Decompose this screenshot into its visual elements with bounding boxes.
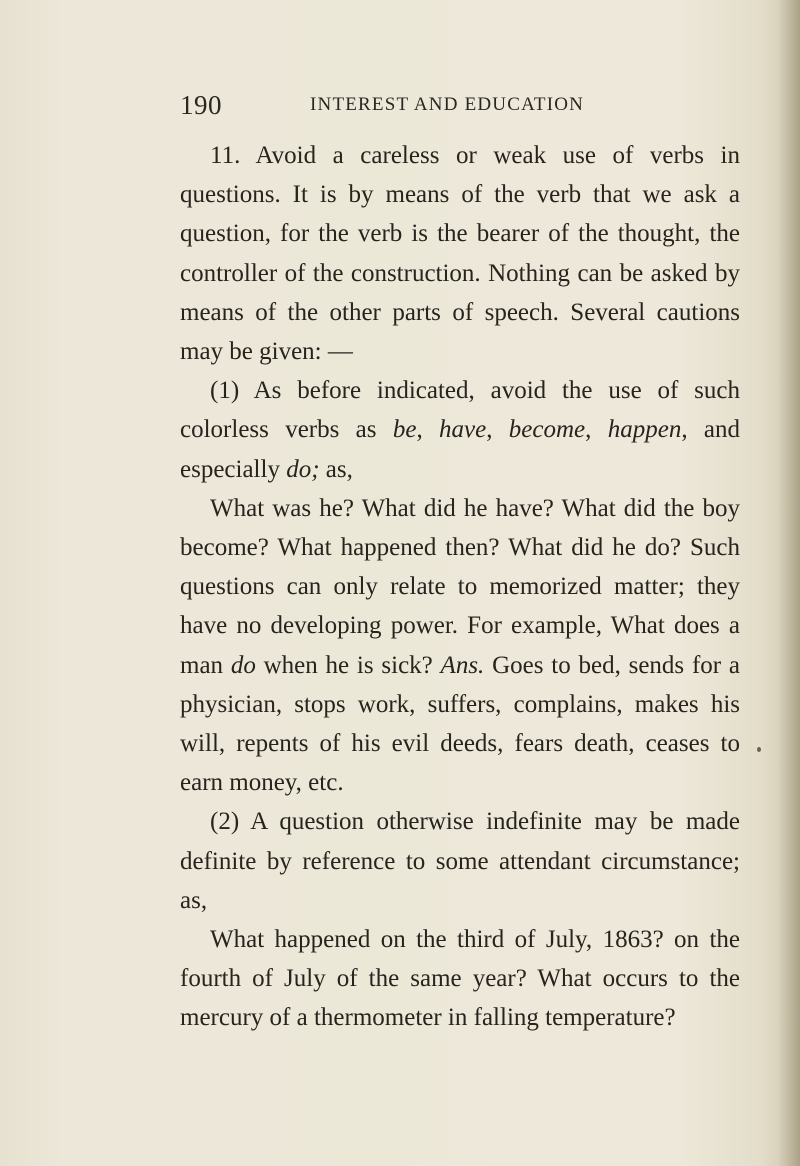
italic-text: have bbox=[439, 416, 487, 444]
paragraph bbox=[180, 371, 740, 489]
italic-text: do; bbox=[286, 455, 320, 483]
text-run: , bbox=[486, 416, 509, 444]
margin-speck bbox=[757, 747, 761, 752]
running-title: INTEREST AND EDUCATION bbox=[310, 94, 585, 115]
text-run: (1) As before indicated, avoid the use of such colorless verbs as bbox=[180, 377, 740, 444]
paragraph bbox=[180, 489, 740, 803]
text-run: What was he? What did he have? What did the boy become? What happened then? What did he do? Such questions can only relate to memorized matter; they have no developing power. For example, What does a man bbox=[180, 494, 740, 679]
page-number: 190 bbox=[180, 90, 222, 120]
paragraph bbox=[180, 136, 740, 371]
italic-text: happen bbox=[607, 416, 682, 444]
text-run: , bbox=[416, 416, 440, 444]
paragraph bbox=[180, 920, 740, 1038]
text-run: 11. Avoid a careless or weak use of verbs in questions. It is by means of the verb that we ask a question, for the verb is the bearer of the thought, the controller of the construction. Nothing can be asked by means of the other parts of speech. Several cautions may be given: — bbox=[180, 142, 740, 366]
italic-text: be bbox=[392, 416, 417, 444]
text-run: (2) A question otherwise indefinite may be made definite by reference to some attendant circumstance; as, bbox=[180, 808, 740, 914]
text-run: , bbox=[585, 416, 608, 444]
body-text bbox=[180, 136, 740, 1038]
running-head bbox=[180, 90, 740, 122]
text-run: , and especially bbox=[180, 416, 741, 483]
text-run: What happened on the third of July, 1863? on the fourth of July of the same year? What occurs to the mercury of a thermometer in falling temperature? bbox=[180, 926, 740, 1032]
text-run: when he is sick? bbox=[255, 651, 441, 679]
italic-text: Ans. bbox=[440, 651, 485, 679]
text-run: Goes to bed, sends for a physician, stops work, suffers, complains, makes his will, repents of his evil deeds, fears death, ceases to earn money, etc. bbox=[180, 651, 740, 797]
text-run: as, bbox=[319, 455, 353, 483]
paragraph bbox=[180, 802, 740, 920]
page-edge-shadow bbox=[778, 0, 800, 1166]
italic-text: do bbox=[230, 651, 256, 679]
italic-text: become bbox=[508, 416, 586, 444]
